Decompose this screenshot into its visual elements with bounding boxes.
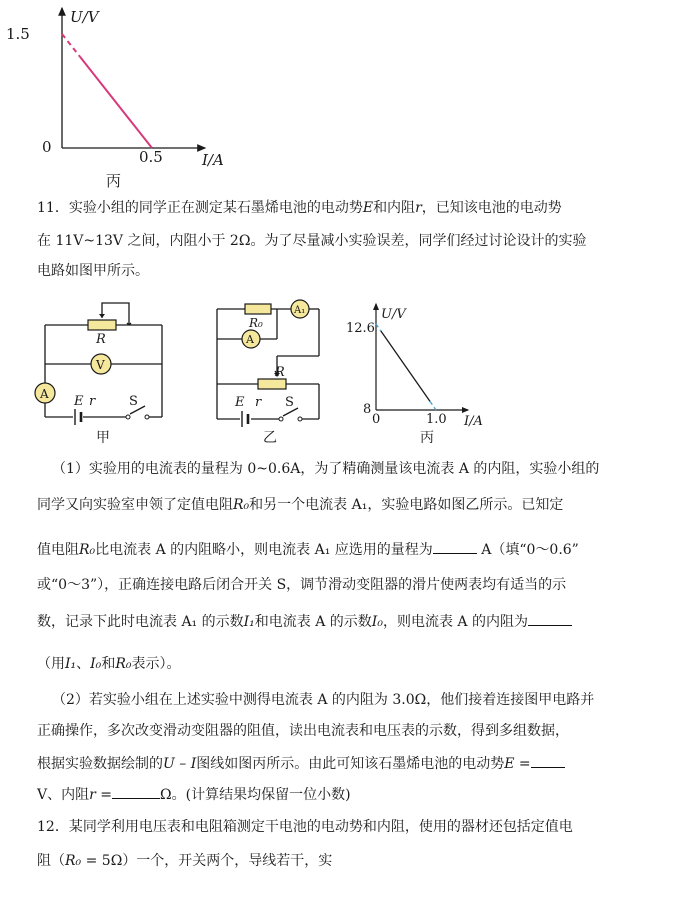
p1-line-6: （用I₁、I₀和R₀表示）。 — [37, 656, 181, 672]
top-graph-line-solid — [80, 57, 152, 148]
small-graph-line-dashed — [376, 324, 381, 331]
small-x-axis-label: I/A — [464, 414, 483, 429]
internal-resistance-answer-blank[interactable] — [528, 611, 572, 626]
resistor-r0-body — [245, 304, 271, 314]
circuit-b-rint-label: r — [255, 395, 262, 410]
small-x-origin-label: 0 — [372, 412, 381, 427]
circuit-a-s-label: S — [129, 394, 138, 409]
x-tick-label: 0.5 — [139, 148, 163, 166]
circuit-a-rint-label: r — [89, 394, 96, 409]
p2-line-3: 根据实验数据绘制的U – I图线如图丙所示。由此可知该石墨烯电池的电动势E = — [37, 753, 565, 774]
small-y-axis-label: U/V — [381, 307, 406, 322]
range-answer-blank[interactable] — [433, 539, 477, 554]
small-y-top-label: 12.6 — [346, 321, 375, 336]
rheostat-r-body — [88, 320, 116, 330]
q12-line-1: 12．某同学利用电压表和电阻箱测定干电池的电动势和内阻，使用的器材还包括定值电 — [37, 819, 573, 835]
small-graph-line-dashed-end — [430, 401, 436, 410]
x-axis-label: I/A — [202, 151, 224, 169]
circuit-a-e-label: E — [74, 394, 84, 409]
origin-label: 0 — [42, 138, 52, 156]
p2-line-4: V、内阻r = Ω。(计算结果均保留一位小数) — [37, 784, 351, 805]
q11-line-2: 在 11V~13V 之间，内阻小于 2Ω。为了尽量减小实验误差，同学们经过讨论设计的实验 — [37, 233, 587, 249]
circuit-b-r-label: R — [275, 365, 285, 380]
circuit-b-e-label: E — [235, 395, 245, 410]
p1-line-1: （1）实验用的电流表的量程为 0~0.6A，为了精确测量该电流表 A 的内阻，实验小组的 — [52, 461, 600, 477]
p1-line-2: 同学又向实验室申领了定值电阻R₀和另一个电流表 A₁，实验电路如图乙所示。已知定 — [37, 497, 564, 513]
circuit-b-caption: 乙 — [263, 430, 277, 446]
small-ui-graph — [340, 298, 500, 448]
small-x-tick-label: 1.0 — [426, 412, 447, 427]
top-graph-caption: 丙 — [106, 172, 122, 190]
circuit-b-a1-label: A₁ — [294, 305, 306, 316]
circuit-b-diagram — [205, 292, 335, 450]
q12-line-2: 阻（R₀ = 5Ω）一个，开关两个，导线若干，实 — [37, 853, 333, 869]
circuit-b-s-label: S — [285, 395, 294, 410]
circuit-b-a-label: A — [246, 333, 254, 346]
p2-line-2: 正确操作，多次改变滑动变阻器的阻值，读出电流表和电压表的示数，得到多组数据， — [37, 723, 569, 739]
p2-line-1: （2）若实验小组在上述实验中测得电流表 A 的内阻为 3.0Ω，他们接着连接图甲电路并 — [52, 692, 595, 708]
circuit-a-a-label: A — [40, 387, 49, 401]
emf-answer-blank[interactable] — [531, 753, 565, 768]
circuit-a-caption: 甲 — [96, 430, 110, 446]
top-graph-line-dashed — [62, 34, 80, 57]
circuit-b-r0-label: R₀ — [249, 316, 263, 330]
rheostat-r-body — [258, 379, 286, 389]
circuit-a-r-label: R — [96, 332, 106, 347]
small-y-bottom-label: 8 — [363, 402, 372, 417]
p1-line-5: 数，记录下此时电流表 A₁ 的示数I₁和电流表 A 的示数I₀，则电流表 A 的内阻为 — [37, 611, 572, 632]
small-graph-caption: 丙 — [420, 430, 434, 446]
q11-line-1: 11．实验小组的同学正在测定某石墨烯电池的电动势E和内阻r，已知该电池的电动势 — [37, 200, 562, 216]
p1-line-4: 或“0～3”），正确连接电路后闭合开关 S，调节滑动变阻器的滑片使两表均有适当的示 — [37, 577, 567, 593]
r-answer-blank[interactable] — [112, 784, 160, 799]
top-ui-graph — [0, 0, 260, 195]
q11-line-3: 电路如图甲所示。 — [37, 263, 149, 279]
circuit-a-v-label: V — [96, 358, 105, 372]
small-graph-line-solid — [381, 331, 430, 402]
y-axis-label: U/V — [70, 8, 99, 26]
p1-line-3: 值电阻R₀比电流表 A 的内阻略小，则电流表 A₁ 应选用的量程为 A（填“0～0.6” — [37, 539, 579, 560]
y-tick-label: 1.5 — [6, 25, 30, 43]
circuit-a-diagram — [30, 295, 180, 450]
